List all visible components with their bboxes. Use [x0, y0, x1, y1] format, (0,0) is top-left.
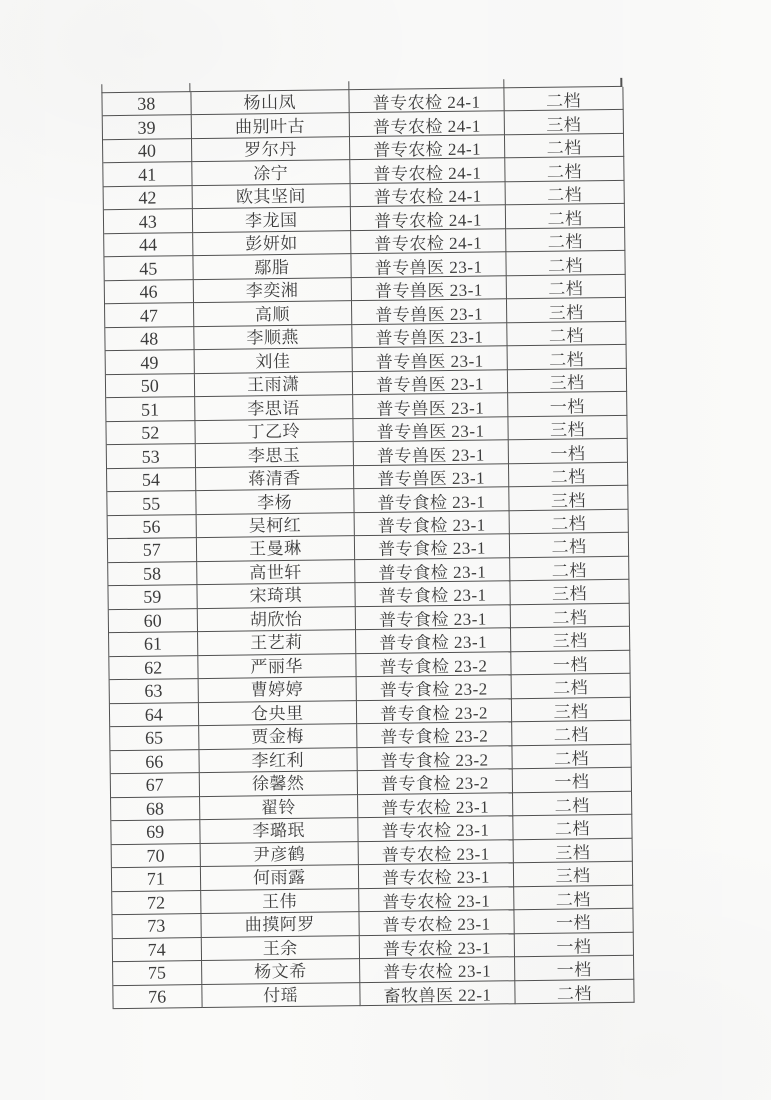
cell-student-name: 杨文希	[202, 959, 361, 984]
cell-student-name: 吴柯红	[196, 513, 355, 538]
cell-tier: 一档	[509, 439, 628, 464]
table-body	[102, 87, 633, 1009]
cell-class-name: 普专食检 23-1	[354, 488, 509, 513]
cell-row-number: 39	[103, 116, 192, 141]
cell-student-name: 李顺燕	[194, 325, 353, 350]
cell-class-name: 普专农检 24-1	[350, 112, 505, 137]
cell-row-number: 59	[108, 585, 197, 610]
cell-row-number: 56	[108, 515, 197, 540]
cell-tier: 一档	[513, 768, 632, 793]
table-row	[113, 979, 634, 1009]
cell-row-number: 63	[110, 679, 199, 704]
cell-tier: 二档	[505, 134, 624, 159]
cell-class-name: 普专农检 23-1	[359, 887, 514, 912]
cell-tier: 二档	[505, 157, 624, 182]
cell-class-name: 普专食检 23-1	[355, 581, 510, 606]
cell-student-name: 凃宁	[192, 161, 351, 186]
student-tier-table	[101, 86, 633, 1009]
cell-tier: 二档	[506, 181, 625, 206]
cell-row-number: 43	[104, 210, 193, 235]
cell-row-number: 61	[109, 632, 198, 657]
cell-student-name: 翟铃	[200, 795, 359, 820]
cell-row-number: 67	[111, 773, 200, 798]
cell-student-name: 王曼琳	[196, 536, 355, 561]
cell-row-number: 69	[111, 820, 200, 845]
cell-class-name: 普专农检 24-1	[349, 88, 504, 113]
cell-class-name: 普专食检 23-1	[355, 511, 510, 536]
cell-student-name: 王余	[201, 936, 360, 961]
cell-student-name: 丁乙玲	[195, 419, 354, 444]
cell-row-number: 42	[104, 186, 193, 211]
cell-row-number: 49	[106, 350, 195, 375]
cell-class-name: 普专农检 23-1	[359, 863, 514, 888]
column-border-stub	[189, 83, 191, 92]
cell-tier: 二档	[515, 979, 634, 1004]
cell-student-name: 曲摸阿罗	[201, 912, 360, 937]
cell-row-number: 52	[106, 421, 195, 446]
cell-tier: 二档	[506, 228, 625, 253]
cell-class-name: 普专兽医 23-1	[354, 441, 509, 466]
cell-class-name: 普专农检 23-1	[358, 816, 513, 841]
cell-tier: 二档	[506, 251, 625, 276]
cell-row-number: 53	[107, 444, 196, 469]
cell-tier: 二档	[509, 463, 628, 488]
cell-row-number: 71	[112, 867, 201, 892]
cell-row-number: 68	[111, 797, 200, 822]
cell-student-name: 尹彦鹤	[200, 842, 359, 867]
cell-row-number: 73	[112, 914, 201, 939]
cell-tier: 三档	[514, 862, 633, 887]
cell-tier: 二档	[510, 510, 629, 535]
cell-student-name: 鄢脂	[193, 255, 352, 280]
cell-row-number: 45	[104, 257, 193, 282]
cell-tier: 二档	[507, 275, 626, 300]
cell-row-number: 66	[110, 750, 199, 775]
cell-student-name: 李杨	[196, 489, 355, 514]
cell-tier: 二档	[508, 345, 627, 370]
cell-class-name: 普专食检 23-2	[358, 769, 513, 794]
cell-class-name: 普专农检 23-1	[359, 840, 514, 865]
cell-class-name: 畜牧兽医 22-1	[360, 981, 515, 1006]
cell-tier: 三档	[509, 486, 628, 511]
cell-row-number: 76	[113, 985, 202, 1010]
cell-row-number: 72	[112, 891, 201, 916]
cell-row-number: 50	[106, 374, 195, 399]
cell-class-name: 普专兽医 23-1	[354, 464, 509, 489]
cell-student-name: 杨山凤	[191, 90, 350, 115]
cell-tier: 二档	[504, 87, 623, 112]
cell-student-name: 胡欣怡	[197, 607, 356, 632]
cell-tier: 三档	[512, 697, 631, 722]
cell-tier: 三档	[507, 298, 626, 323]
cell-row-number: 65	[110, 726, 199, 751]
cell-row-number: 38	[102, 92, 191, 117]
cell-student-name: 何雨露	[200, 865, 359, 890]
cell-row-number: 47	[105, 303, 194, 328]
cell-class-name: 普专食检 23-2	[357, 675, 512, 700]
cell-row-number: 55	[107, 491, 196, 516]
cell-student-name: 刘佳	[194, 349, 353, 374]
cell-tier: 一档	[508, 392, 627, 417]
cell-tier: 二档	[513, 791, 632, 816]
cell-row-number: 44	[104, 233, 193, 258]
cell-tier: 二档	[513, 815, 632, 840]
cell-class-name: 普专农检 24-1	[350, 159, 505, 184]
cell-class-name: 普专兽医 23-1	[352, 300, 507, 325]
cell-student-name: 付瑶	[202, 983, 361, 1008]
cell-class-name: 普专食检 23-2	[356, 652, 511, 677]
cell-tier: 三档	[508, 416, 627, 441]
cell-tier: 三档	[510, 580, 629, 605]
column-border-stub	[620, 78, 622, 87]
cell-student-name: 李奕湘	[193, 278, 352, 303]
cell-class-name: 普专食检 23-2	[357, 722, 512, 747]
cell-class-name: 普专食检 23-1	[355, 535, 510, 560]
cell-tier: 二档	[511, 604, 630, 629]
cell-tier: 二档	[510, 557, 629, 582]
cell-class-name: 普专食检 23-1	[356, 628, 511, 653]
cell-row-number: 54	[107, 468, 196, 493]
cell-student-name: 李璐珉	[200, 818, 359, 843]
cell-class-name: 普专农检 24-1	[351, 206, 506, 231]
cell-student-name: 王雨潇	[194, 372, 353, 397]
cell-student-name: 李思玉	[195, 442, 354, 467]
cell-tier: 一档	[515, 932, 634, 957]
cell-class-name: 普专食检 23-1	[355, 558, 510, 583]
cell-tier: 二档	[506, 204, 625, 229]
cell-row-number: 74	[113, 938, 202, 963]
cell-student-name: 仓央里	[198, 701, 357, 726]
cell-row-number: 58	[108, 562, 197, 587]
column-border-stub	[503, 79, 505, 88]
cell-student-name: 李龙国	[192, 208, 351, 233]
cell-row-number: 57	[108, 538, 197, 563]
cell-tier: 二档	[512, 721, 631, 746]
cell-class-name: 普专农检 24-1	[351, 229, 506, 254]
cell-class-name: 普专食检 23-1	[356, 605, 511, 630]
cell-class-name: 普专兽医 23-1	[353, 370, 508, 395]
cell-tier: 二档	[507, 322, 626, 347]
cell-row-number: 60	[109, 609, 198, 634]
cell-tier: 三档	[505, 110, 624, 135]
cell-tier: 二档	[514, 885, 633, 910]
cell-class-name: 普专农检 23-1	[360, 934, 515, 959]
cell-row-number: 62	[109, 656, 198, 681]
cell-tier: 一档	[515, 956, 634, 981]
cell-class-name: 普专农检 23-1	[360, 957, 515, 982]
cell-row-number: 51	[106, 397, 195, 422]
cell-tier: 二档	[510, 533, 629, 558]
cell-student-name: 曲别叶古	[191, 114, 350, 139]
cell-row-number: 75	[113, 961, 202, 986]
cell-student-name: 蒋清香	[196, 466, 355, 491]
cell-student-name: 高世轩	[197, 560, 356, 585]
cell-class-name: 普专兽医 23-1	[352, 323, 507, 348]
cell-class-name: 普专农检 24-1	[351, 182, 506, 207]
cell-tier: 三档	[511, 627, 630, 652]
cell-class-name: 普专食检 23-2	[357, 699, 512, 724]
cell-class-name: 普专兽医 23-1	[353, 417, 508, 442]
cell-row-number: 46	[105, 280, 194, 305]
cell-student-name: 李红利	[199, 748, 358, 773]
cell-tier: 二档	[512, 744, 631, 769]
cell-student-name: 彭妍如	[193, 231, 352, 256]
cell-student-name: 王艺莉	[198, 630, 357, 655]
cell-student-name: 李思语	[195, 395, 354, 420]
cell-student-name: 宋琦琪	[197, 583, 356, 608]
cell-row-number: 40	[103, 139, 192, 164]
cell-tier: 一档	[511, 650, 630, 675]
cell-class-name: 普专农检 24-1	[350, 135, 505, 160]
cell-tier: 三档	[514, 838, 633, 863]
cell-class-name: 普专农检 23-1	[358, 793, 513, 818]
cell-class-name: 普专兽医 23-1	[351, 253, 506, 278]
cell-class-name: 普专兽医 23-1	[353, 394, 508, 419]
cell-class-name: 普专兽医 23-1	[352, 276, 507, 301]
cell-student-name: 高顺	[194, 302, 353, 327]
cell-class-name: 普专食检 23-2	[357, 746, 512, 771]
cell-tier: 二档	[512, 674, 631, 699]
cell-row-number: 70	[112, 844, 201, 869]
cell-tier: 一档	[514, 909, 633, 934]
cell-student-name: 欧其坚间	[192, 184, 351, 209]
column-border-stub	[101, 84, 103, 93]
column-border-stub	[348, 81, 350, 90]
cell-tier: 三档	[508, 369, 627, 394]
cell-row-number: 48	[105, 327, 194, 352]
cell-row-number: 41	[103, 163, 192, 188]
cell-class-name: 普专农检 23-1	[359, 910, 514, 935]
cell-student-name: 罗尔丹	[191, 137, 350, 162]
cell-student-name: 严丽华	[198, 654, 357, 679]
cell-student-name: 王伟	[201, 889, 360, 914]
cell-row-number: 64	[110, 703, 199, 728]
cell-student-name: 曹婷婷	[198, 677, 357, 702]
cell-student-name: 徐馨然	[199, 771, 358, 796]
cell-student-name: 贾金梅	[199, 724, 358, 749]
cell-class-name: 普专兽医 23-1	[353, 347, 508, 372]
